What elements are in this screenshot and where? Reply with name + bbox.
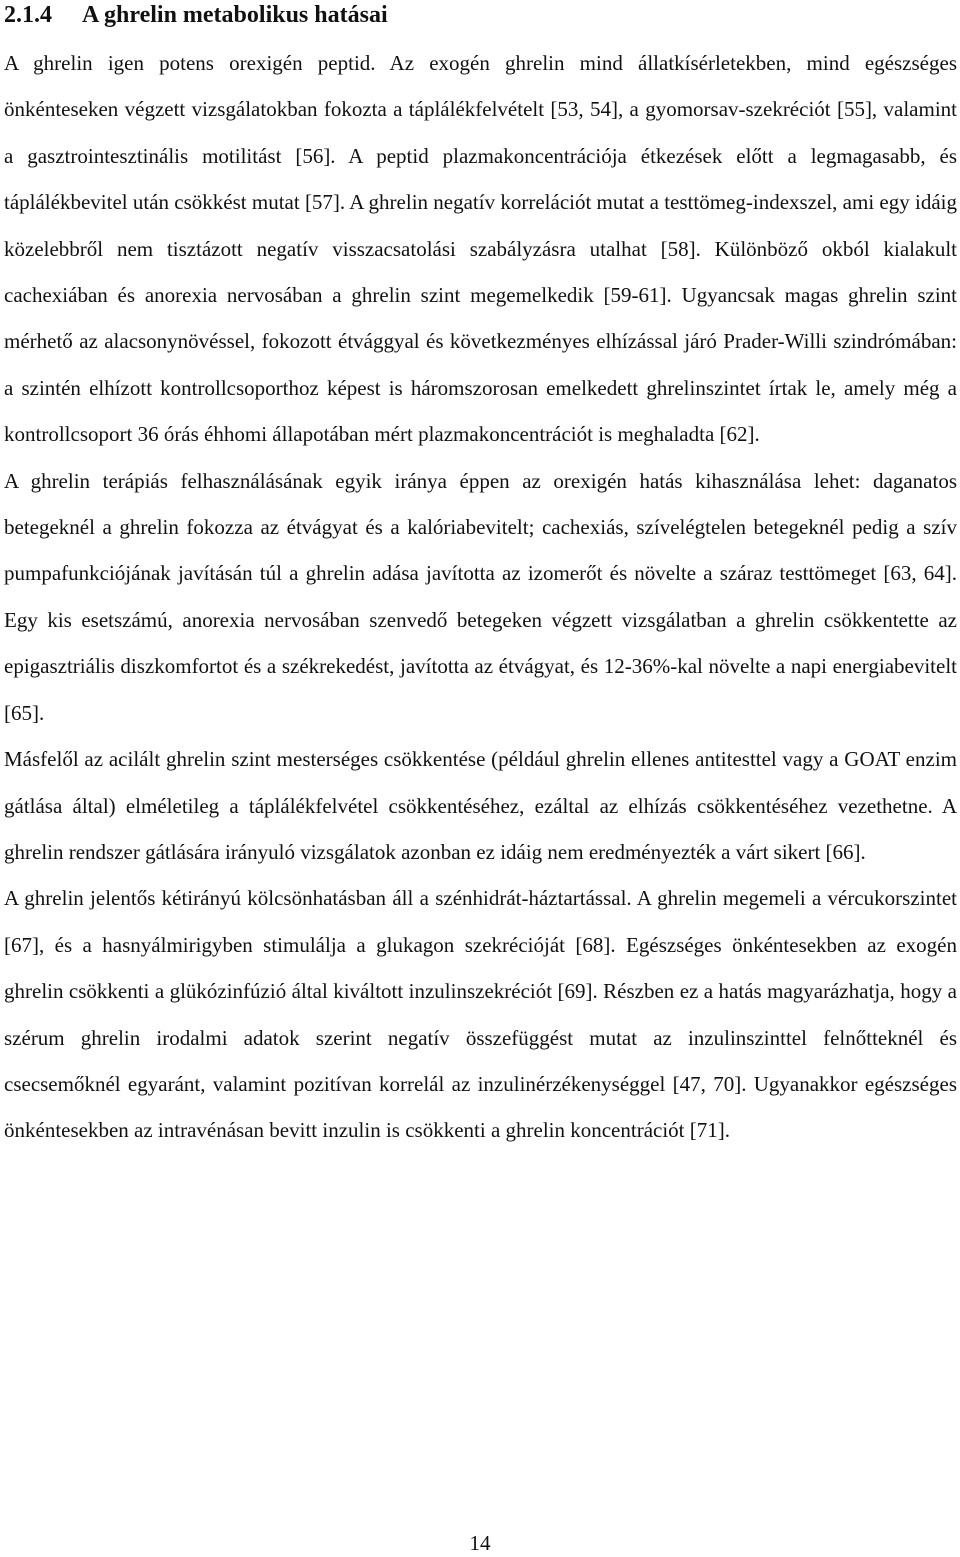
section-title: A ghrelin metabolikus hatásai bbox=[82, 2, 388, 28]
paragraph-ghrelin-reduction: Másfelől az acilált ghrelin szint mesterséges csökkentése (például ghrelin ellenes antitesttel vagy a GOAT enzim gátlása által) elméletileg a táplálékfelvétel csökkentéséhez, ezáltal az elhízás csökkentéséhez vezethetne. A ghrelin rendszer gátlására irányuló vizsgálatok azonban ez idáig nem eredményezték a várt sikert [66]. bbox=[4, 747, 957, 864]
paragraph-carbohydrate-interaction: A ghrelin jelentős kétirányú kölcsönhatásban áll a szénhidrát-háztartással. A ghrelin megemeli a vércukorszintet [67], és a hasnyálmirigyben stimulálja a glukagon szekrécióját [68]. Egészséges önkéntesekben az exogén ghrelin csökkenti a glükózinfúzió által kiváltott inzulinszekréciót [69]. Részben ez a hatás magyarázhatja, hogy a szérum ghrelin irodalmi adatok szerint negatív összefüggést mutat az inzulinszinttel felnőtteknél és csecsemőknél egyaránt, valamint pozitívan korrelál az inzulinérzékenységgel [47, 70]. Ugyanakkor egészséges önkéntesekben az intravénásan bevitt inzulin is csökkenti a ghrelin koncentrációt [71]. bbox=[4, 886, 957, 1143]
section-heading bbox=[4, 0, 957, 30]
paragraph-therapeutic-use: A ghrelin terápiás felhasználásának egyik iránya éppen az orexigén hatás kihasználása lehet: daganatos betegeknél a ghrelin fokozza az étvágyat és a kalóriabevitelt; cachexiás, szívelégtelen betegeknél pedig a szív pumpafunkciójának javításán túl a ghrelin adása javította az izomerőt és növelte a száraz testtömeget [63, 64]. Egy kis esetszámú, anorexia nervosában szenvedő betegeken végzett vizsgálatban a ghrelin csökkentette az epigasztriális diszkomfortot és a székrekedést, javította az étvágyat, és 12-36%-kal növelte a napi energiabevitelt [65]. bbox=[4, 468, 957, 725]
section-number: 2.1.4 bbox=[4, 2, 52, 28]
paragraph-metabolic-effects: A ghrelin igen potens orexigén peptid. Az exogén ghrelin mind állatkísérletekben, mind egészséges önkénteseken végzett vizsgálatokban fokozta a táplálékfelvételt [53, 54], a gyomorsav-szekréciót [55], valamint a gasztrointesztinális motilitást [56]. A peptid plazmakoncentrációja étkezések előtt a legmagasabb, és táplálékbevitel után csökkést mutat [57]. A ghrelin negatív korrelációt mutat a testtömeg-indexszel, ami egy idáig közelebbről nem tisztázott negatív visszacsatolási szabályzásra utalhat [58]. Különböző okból kialakult cachexiában és anorexia nervosában a ghrelin szint megemelkedik [59-61]. Ugyancsak magas ghrelin szint mérhető az alacsonynövéssel, fokozott étvággyal és következményes elhízással járó Prader-Willi szindrómában: a szintén elhízott kontrollcsoporthoz képest is háromszorosan emelkedett ghrelinszintet írtak le, amely még a kontrollcsoport 36 órás éhhomi állapotában mért plazmakoncentrációt is meghaladta [62]. bbox=[4, 51, 957, 447]
page-number: 14 bbox=[469, 1531, 491, 1555]
